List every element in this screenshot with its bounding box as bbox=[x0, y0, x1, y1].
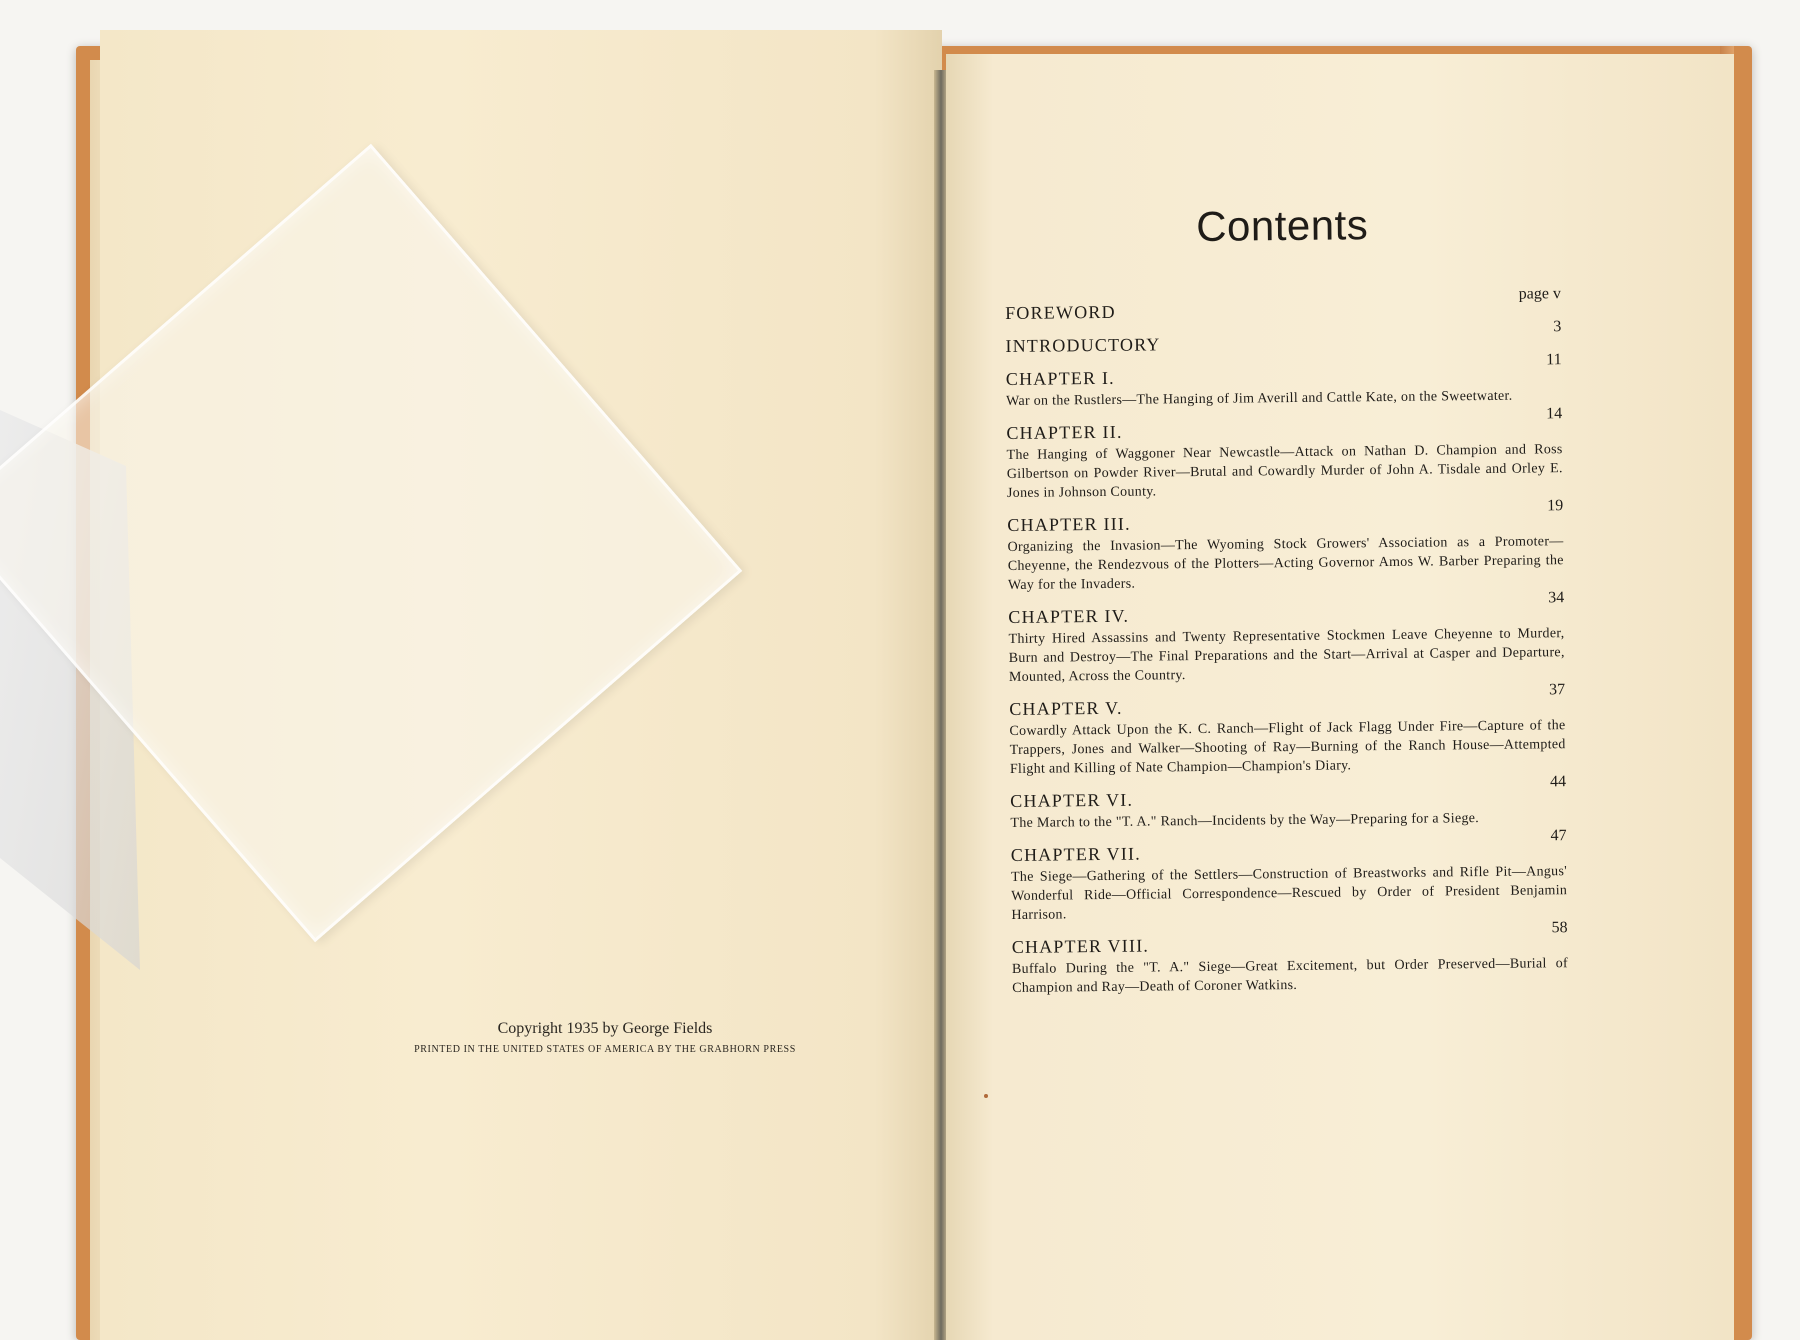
entry-heading: CHAPTER III. bbox=[1007, 513, 1131, 535]
contents-entry bbox=[1005, 318, 1562, 357]
contents-entry bbox=[1009, 681, 1566, 779]
entry-heading: CHAPTER VIII. bbox=[1011, 935, 1150, 957]
paper-speck bbox=[984, 1094, 988, 1098]
entry-page-number: 44 bbox=[1549, 773, 1567, 791]
entry-heading: CHAPTER I. bbox=[1005, 367, 1115, 389]
entry-page-number: 47 bbox=[1550, 827, 1567, 845]
entry-heading: FOREWORD bbox=[1005, 301, 1116, 323]
entry-page-number: 3 bbox=[1553, 318, 1562, 336]
contents-list bbox=[1005, 285, 1569, 998]
entry-description: Buffalo During the "T. A." Siege—Great Excitement, but Order Preserved—Burial of Champion and Ray—Death of Coroner Watkins. bbox=[1011, 956, 1569, 996]
entry-heading: CHAPTER II. bbox=[1006, 421, 1123, 443]
entry-page-number: 19 bbox=[1547, 497, 1564, 515]
entry-heading: CHAPTER VII. bbox=[1010, 843, 1141, 865]
entry-description: War on the Rustlers—The Hanging of Jim Averill and Cattle Kate, on the Sweetwater. bbox=[1005, 388, 1513, 409]
contents-entry bbox=[1010, 773, 1567, 833]
contents-entry bbox=[1007, 497, 1564, 595]
entry-heading: CHAPTER VI. bbox=[1010, 789, 1134, 811]
entry-page-number: 34 bbox=[1548, 589, 1565, 607]
printer-line: PRINTED IN THE UNITED STATES OF AMERICA BY THE GRABHORN PRESS bbox=[414, 1044, 796, 1055]
entry-page-number: page v bbox=[1518, 285, 1562, 303]
entry-page-number: 37 bbox=[1549, 681, 1566, 699]
contents-page bbox=[1004, 199, 1568, 1010]
contents-entry bbox=[1006, 405, 1563, 503]
contents-entry bbox=[1011, 919, 1569, 998]
entry-heading: INTRODUCTORY bbox=[1005, 334, 1161, 356]
entry-description: Thirty Hired Assassins and Twenty Representative Stockmen Leave Cheyenne to Murder, Burn and Destroy—The Final Preparations and the Start—Arrival at Casper and Departure, Mounted, Across the Country. bbox=[1008, 626, 1565, 685]
entry-description: Cowardly Attack Upon the K. C. Ranch—Flight of Jack Flagg Under Fire—Capture of the Trappers, Jones and Walker—Shooting of Ray—Burning of the Ranch House—Attempted Flight and Killing of Nate Champion—Champion's Diary. bbox=[1009, 718, 1566, 777]
entry-heading: CHAPTER V. bbox=[1009, 697, 1123, 719]
entry-page-number: 58 bbox=[1551, 919, 1568, 937]
contents-entry bbox=[1010, 827, 1568, 925]
entry-description: The March to the "T. A." Ranch—Incidents by the Way—Preparing for a Siege. bbox=[1010, 811, 1480, 831]
contents-entry bbox=[1005, 351, 1562, 411]
contents-entry bbox=[1005, 285, 1562, 324]
copyright-line: Copyright 1935 by George Fields bbox=[497, 1020, 713, 1037]
entry-page-number: 14 bbox=[1546, 405, 1563, 423]
entry-heading: CHAPTER IV. bbox=[1008, 605, 1130, 627]
entry-page-number: 11 bbox=[1546, 351, 1562, 369]
contents-title: Contents bbox=[1195, 201, 1369, 250]
entry-description: The Siege—Gathering of the Settlers—Construction of Breastworks and Rifle Pit—Angus' Wonderful Ride—Official Correspondence—Rescued by Order of President Benjamin Harrison. bbox=[1010, 864, 1568, 923]
entry-description: The Hanging of Waggoner Near Newcastle—Attack on Nathan D. Champion and Ross Gilbertson on Powder River—Brutal and Cowardly Murder of John A. Tisdale and Orley E. Jones in Johnson County. bbox=[1006, 442, 1563, 501]
entry-description: Organizing the Invasion—The Wyoming Stock Growers' Association as a Promoter—Cheyenne, the Rendezvous of the Plotters—Acting Governor Amos W. Barber Preparing the Way for the Invaders. bbox=[1007, 534, 1564, 593]
copyright-block bbox=[390, 1020, 820, 1055]
contents-entry bbox=[1008, 589, 1565, 687]
